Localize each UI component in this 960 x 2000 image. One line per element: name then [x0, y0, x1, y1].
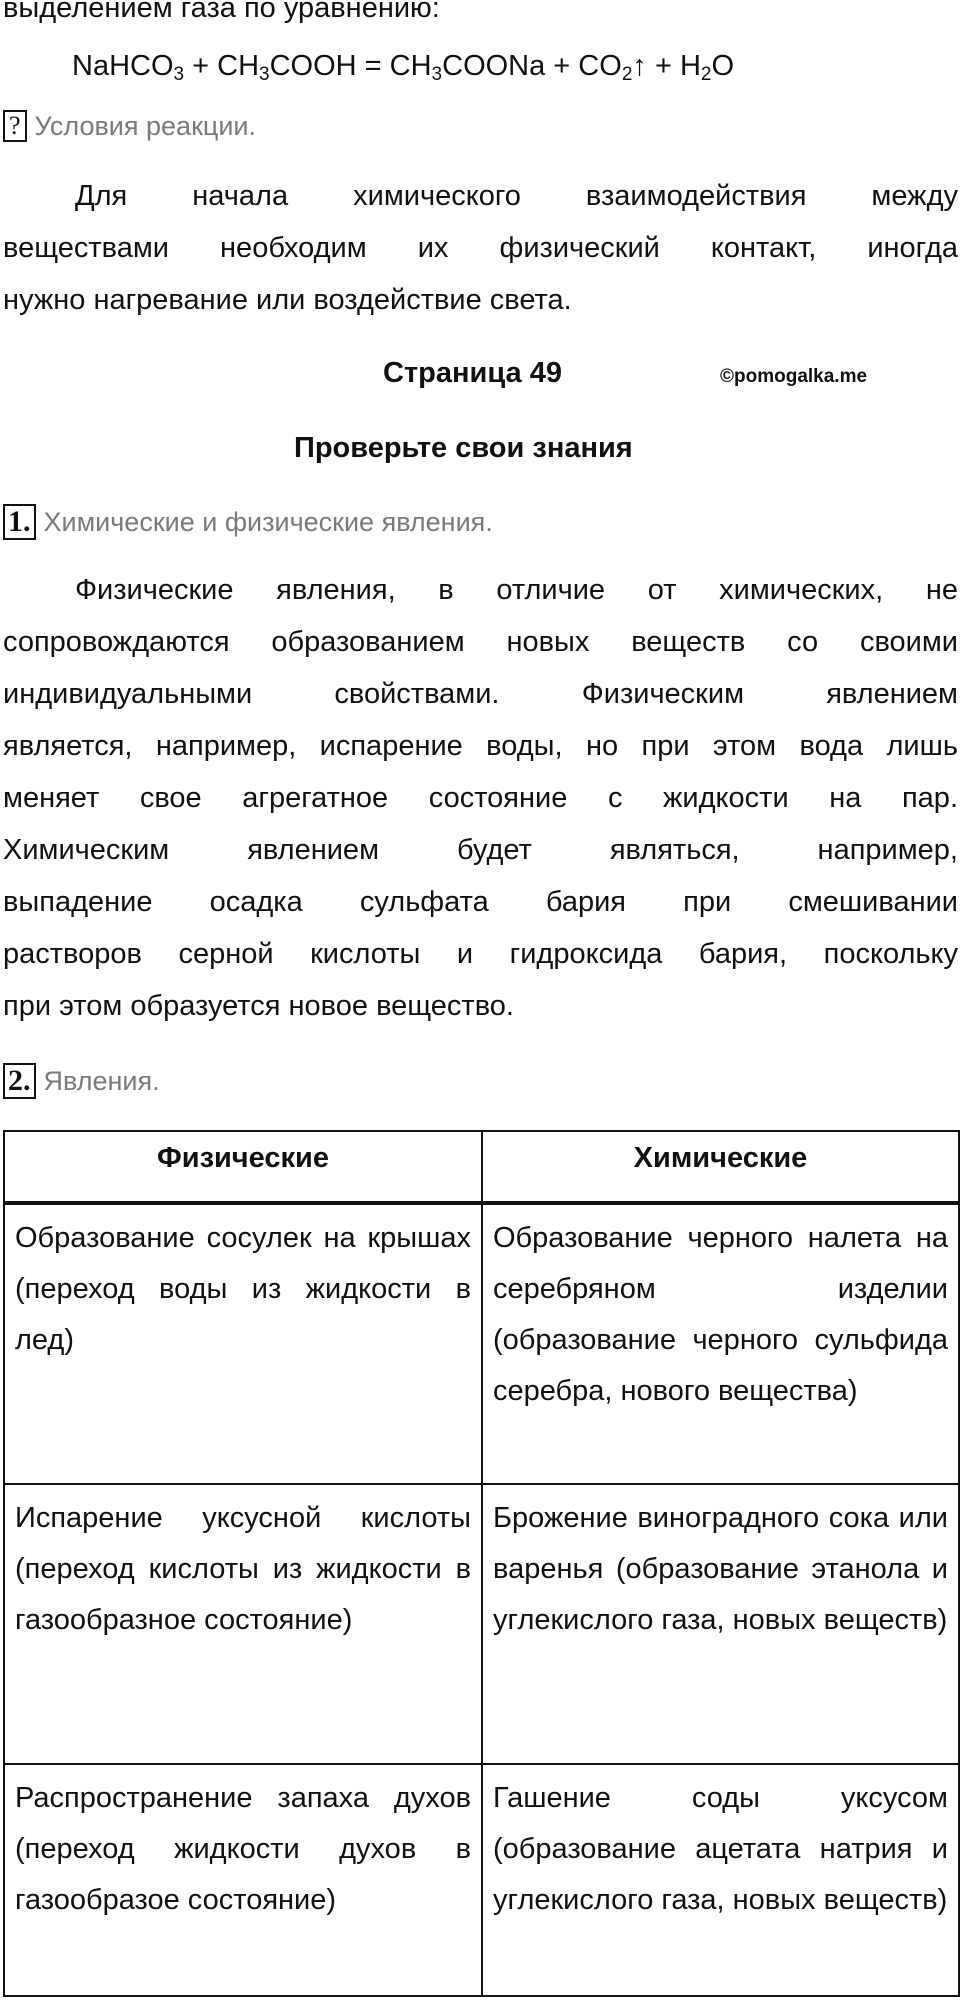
equation-subscript: 3 [173, 64, 185, 85]
task1-paragraph-line: сопровождаются образованием новых веществ со своими [3, 626, 958, 658]
phenomena-table [3, 1130, 960, 1997]
table-header-chemical: Химические [482, 1131, 959, 1203]
task1-title: Химические и физические явления. [43, 506, 493, 537]
table-cell-physical: Распространение запаха духов (переход жидкости духов в газообразое состояние) [4, 1764, 482, 1996]
task1-paragraph-line: меняет свое агрегатное состояние с жидкости на пар. [3, 782, 958, 814]
table-cell-physical: Образование сосулек на крышах (переход воды из жидкости в лед) [4, 1203, 482, 1484]
task1-paragraph-line: является, например, испарение воды, но при этом вода лишь [3, 730, 958, 762]
question-paragraph-line: Для начала химического взаимодействия между [75, 180, 958, 212]
question-title: Условия реакции. [34, 110, 257, 141]
task1-paragraph-line: выпадение осадка сульфата бария при смешивании [3, 886, 958, 918]
task1-paragraph-line: индивидуальными свойствами. Физическим явлением [3, 678, 958, 710]
table-header-physical: Физические [4, 1131, 482, 1203]
equation-subscript: 3 [259, 64, 270, 85]
task2-title: Явления. [43, 1065, 160, 1096]
equation-subscript: 2 [700, 64, 712, 85]
equation-text: O [711, 50, 735, 82]
equation-subscript: 2 [621, 64, 633, 85]
table-header-row [4, 1131, 959, 1203]
intro-text-line: выделением газа по уравнению: [3, 0, 440, 24]
chemical-equation [72, 50, 734, 86]
question-paragraph-line: нужно нагревание или воздействие света. [3, 284, 572, 316]
section-heading: Проверьте свои знания [294, 432, 633, 464]
equation-text: ↑ + H [632, 50, 701, 82]
question-mark-icon: ? [3, 110, 27, 142]
page-heading: Страница 49 [383, 357, 562, 389]
table-cell-physical: Испарение уксусной кислоты (переход кислоты из жидкости в газообразное состояние) [4, 1484, 482, 1764]
question-paragraph-line: веществами необходим их физический контакт, иногда [3, 232, 958, 264]
table-cell-chemical: Брожение виноградного сока или варенья (образование этанола и углекислого газа, новых веществ) [482, 1484, 959, 1764]
table-cell-chemical: Гашение соды уксусом (образование ацетата натрия и углекислого газа, новых веществ) [482, 1764, 959, 1996]
table-row [4, 1484, 959, 1764]
table-row [4, 1203, 959, 1484]
task1-number: 1. [3, 504, 36, 540]
task1-paragraph-line: Химическим явлением будет являться, например, [3, 834, 958, 866]
question-label [3, 110, 256, 142]
equation-text: + CH [184, 50, 260, 82]
task1-paragraph-line: растворов серной кислоты и гидроксида бария, поскольку [3, 938, 958, 970]
equation-text: COONa + CO [442, 50, 622, 82]
task1-paragraph-line: при этом образуется новое вещество. [3, 990, 514, 1022]
task2-number: 2. [3, 1063, 36, 1099]
table-row [4, 1764, 959, 1996]
task1-label [3, 504, 493, 540]
equation-subscript: 3 [431, 64, 443, 85]
watermark: ©pomogalka.me [720, 366, 868, 387]
equation-text: COOH = CH [269, 50, 432, 82]
task2-label [3, 1063, 160, 1099]
task1-paragraph-line: Физические явления, в отличие от химических, не [75, 574, 958, 606]
equation-text: NaHCO [72, 50, 174, 82]
table-cell-chemical: Образование черного налета на серебряном изделии (образование черного сульфида серебра, нового вещества) [482, 1203, 959, 1484]
